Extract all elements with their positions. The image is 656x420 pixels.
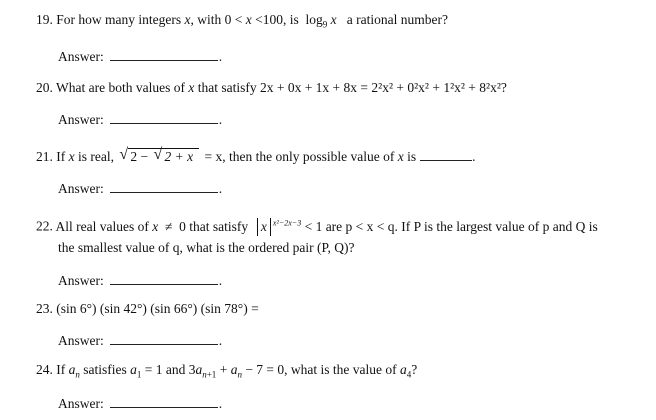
- answer-19: Answer: .: [58, 49, 223, 64]
- answer-label: Answer:: [58, 112, 104, 127]
- answer-20: Answer: .: [58, 112, 223, 127]
- answer-blank-22[interactable]: [110, 272, 218, 285]
- q24-number: 24.: [36, 362, 53, 377]
- answer-21: Answer: .: [58, 181, 223, 196]
- q22-number: 22.: [36, 218, 53, 234]
- answer-label: Answer:: [58, 49, 104, 64]
- question-22: [36, 214, 598, 236]
- answer-blank-24[interactable]: [110, 395, 218, 408]
- q20-number: 20.: [36, 80, 53, 95]
- q23-number: 23.: [36, 301, 53, 316]
- q21-text: If x is real, √ 2 − √ 2 + x = x, then the only possible value of x is .: [56, 146, 476, 164]
- question-24: [36, 361, 417, 379]
- sqrt-expression: √ 2 − √ 2 + x: [119, 148, 199, 166]
- inline-blank-21[interactable]: [420, 148, 472, 161]
- question-20: [36, 79, 507, 97]
- question-21: [36, 148, 475, 166]
- answer-24: Answer: .: [58, 396, 223, 411]
- answer-label: Answer:: [58, 333, 104, 348]
- answer-label: Answer:: [58, 273, 104, 288]
- answer-22: Answer: .: [58, 273, 223, 288]
- q20-text: What are both values of x that satisfy 2x + 0x + 1x + 8x = 2²x² + 0²x² + 1²x² + 8²x²?: [56, 80, 507, 95]
- q22-text-line2: the smallest value of q, what is the ordered pair (P, Q)?: [58, 240, 355, 255]
- q24-text: If $a_n$ satisfies $a_1 = 1$ and $3a_{n+1} + a_n - 7 = 0$, what is the value of $a_4$?: [56, 362, 418, 380]
- answer-23: Answer: .: [58, 333, 223, 348]
- answer-blank-23[interactable]: [110, 332, 218, 345]
- answer-blank-20[interactable]: [110, 111, 218, 124]
- question-23: [36, 300, 259, 318]
- q21-number: 21.: [36, 149, 53, 164]
- answer-blank-21[interactable]: [110, 180, 218, 193]
- q23-text: (sin 6°) (sin 42°) (sin 66°) (sin 78°) =: [56, 301, 259, 316]
- q22-text-line1: All real values of x ≠ 0 that satisfy x $^{x^2-2x-3}$ < 1 are p < x < q. If P is the largest value of p and Q is: [55, 218, 598, 234]
- question-19: [36, 11, 448, 29]
- question-22-line2: [58, 239, 355, 257]
- answer-label: Answer:: [58, 181, 104, 196]
- answer-blank-19[interactable]: [110, 48, 218, 61]
- q19-number: 19.: [36, 12, 53, 27]
- answer-label: Answer:: [58, 396, 104, 411]
- q19-text: For how many integers x, with 0 < x <100, is $\log_9 x$ a rational number?: [56, 12, 448, 30]
